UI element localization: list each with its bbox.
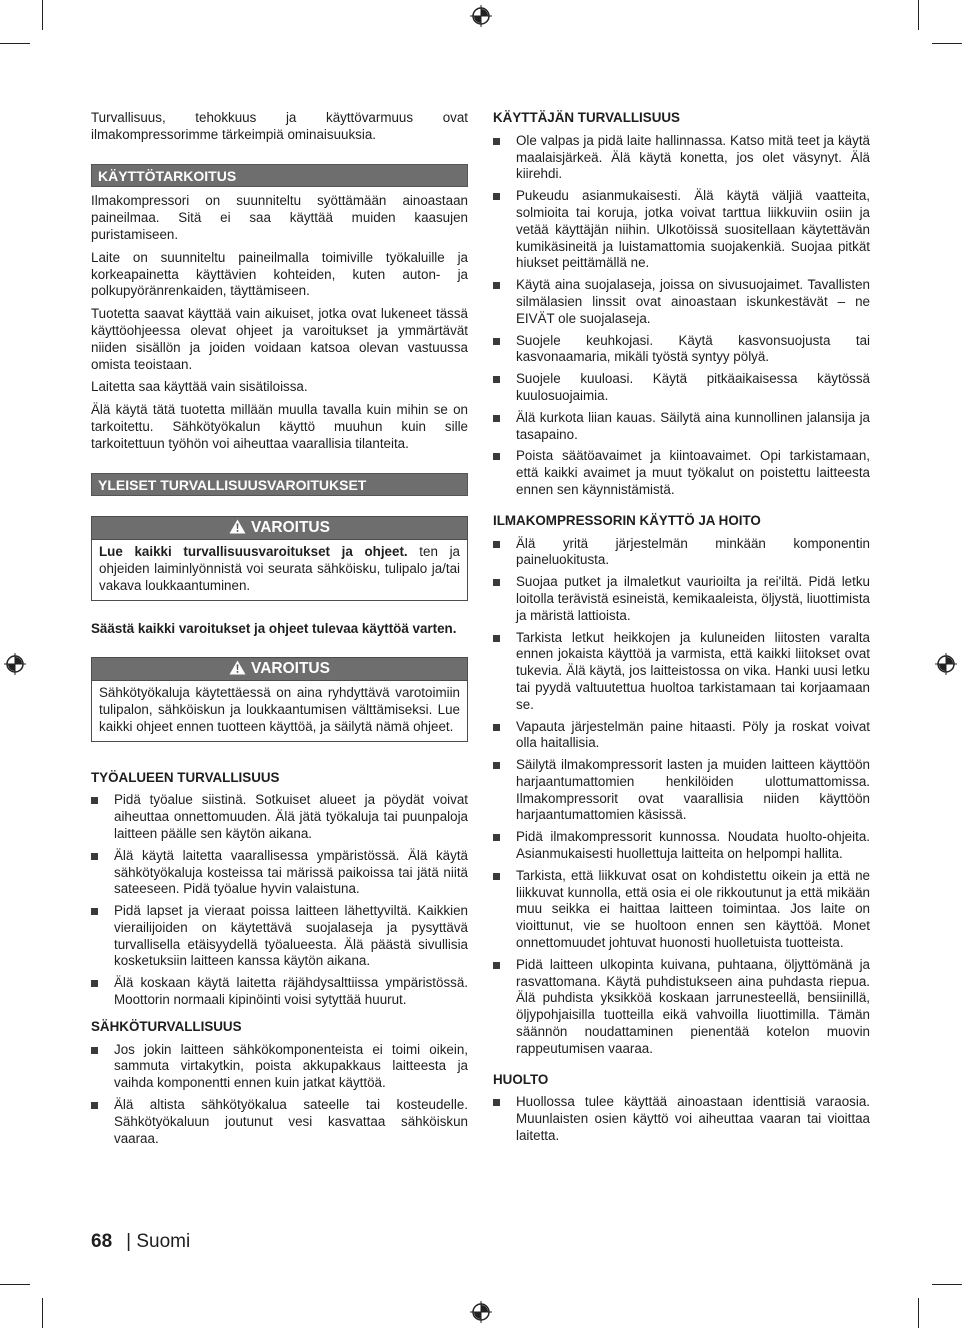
list-item: Tarkista letkut heikkojen ja kuluneiden liitosten varalta ennen jokaista käyttöä ja varmista, että kaikki liitokset ovat tukevia. Älä käytä, jos laitteistossa on vika. Hanki uusi letku tai pyydä valtuutettua huoltoa tarkistamaan tai korjaamaan se. xyxy=(493,630,870,714)
left-column xyxy=(91,110,468,1153)
crop-mark xyxy=(932,43,962,44)
subheading-operation: ILMAKOMPRESSORIN KÄYTTÖ JA HOITO xyxy=(493,512,761,528)
list-item: Pidä laitteen ulkopinta kuivana, puhtaana, öljyttömänä ja rasvattomana. Käytä puhdistukseen aina puhdasta riepua. Älä puhdista yksikköä koskaan jarrunesteellä, bensiinillä, öljypohjaisilla tuotteilla eikä vahvoilla liuottimilla. Tämän säännön noudattaminen pienentää kotelon muovin rappeutumisen vaaraa. xyxy=(493,957,870,1058)
page-footer xyxy=(91,1231,190,1253)
purpose-paragraph: Ilmakompressori on suunniteltu syöttämään ainoastaan paineilmaa. Sitä ei saa käyttää muiden kaasujen puristamiseen. xyxy=(91,193,468,242)
list-item: Käytä aina suojalaseja, joissa on sivusuojaimet. Tavallisten silmälasien linssit ovat ainoastaan iskunkestävät – ne EIVÄT ole suojalaseja. xyxy=(493,277,870,327)
warning-box xyxy=(91,657,468,741)
crop-mark xyxy=(42,1298,43,1328)
purpose-paragraph: Tuotetta saavat käyttää vain aikuiset, jotka ovat lukeneet tässä käyttöohjeessa olevat ohjeet ja varoitukset ja ymmärtävät niiden sisällön ja joiden voidaan katsoa olevan vastuussa omista teoistaan. xyxy=(91,306,468,372)
list-item: Poista säätöavaimet ja kiintoavaimet. Opi tarkistamaan, että kaikki avaimet ja muut työkalut on poistettu laitteesta ennen sen käynnistämistä. xyxy=(493,448,870,498)
warning-triangle-icon xyxy=(229,660,246,675)
purpose-paragraph: Älä käytä tätä tuotetta millään muulla tavalla kuin mihin se on tarkoitettu. Sähkötyökalun käyttö muuhun kuin sille tarkoitettuun työhön voi aiheuttaa vaarallisia tilanteita. xyxy=(91,402,468,451)
crop-mark xyxy=(932,1284,962,1285)
subheading-user-safety: KÄYTTÄJÄN TURVALLISUUS xyxy=(493,110,680,125)
operation-list xyxy=(493,536,870,1058)
list-item: Jos jokin laitteen sähkökomponenteista ei toimi oikein, sammuta virtakytkin, poista akkupakkaus laitteesta ja vaihda komponentti ennen kuin jatkat käyttöä. xyxy=(91,1042,468,1092)
list-item: Älä koskaan käytä laitetta räjähdysalttiissa ympäristössä. Moottorin normaali kipinöinti voisi sytyttää huurut. xyxy=(91,975,468,1009)
list-item: Suojele keuhkojasi. Käytä kasvonsuojusta tai kasvonaamaria, mikäli työstä syntyy pölyä. xyxy=(493,333,870,367)
list-item: Ole valpas ja pidä laite hallinnassa. Katso mitä teet ja käytä maalaisjärkeä. Älä käytä konetta, jos olet väsynyt. Älä kiirehdi. xyxy=(493,133,870,183)
intro-paragraph: Turvallisuus, tehokkuus ja käyttövarmuus ovat ilmakompressorimme tärkeimpiä ominaisuuksia. xyxy=(91,110,468,142)
page-number: 68 xyxy=(91,1231,113,1252)
service-list xyxy=(493,1094,870,1144)
warning-label: VAROITUS xyxy=(251,660,330,678)
crop-mark xyxy=(0,43,30,44)
registration-mark-icon xyxy=(935,653,957,675)
list-item: Huollossa tulee käyttää ainoastaan identtisiä varaosia. Muunlaisten osien käyttö voi aiheuttaa vaaran tai vioittaa laitetta. xyxy=(493,1094,870,1144)
list-item: Säilytä ilmakompressorit lasten ja muiden laitteen käyttöön harjaantumattomien henkilöiden ulottumattomissa. Ilmakompressorit ovat vaarallisia niiden käyttöön harjaantumattomien käsissä. xyxy=(493,757,870,824)
list-item: Suojele kuuloasi. Käytä pitkäaikaisessa käytössä kuulosuojaimia. xyxy=(493,371,870,405)
list-item: Pidä lapset ja vieraat poissa laitteen lähettyviltä. Kaikkien vierailijoiden on käytettävä suojalaseja ja pysyttävä turvallisella etäisyydellä työalueesta. Älä päästä sivullisia kosketuksiin laitteen kanssa käytön aikana. xyxy=(91,903,468,970)
warning-text: ten ja ohjeiden laiminlyönnistä voi seurata sähköisku, tulipalo ja/tai vakava loukkaantuminen. xyxy=(99,544,460,593)
warning-bold-text: Lue kaikki turvallisuusvaroitukset ja ohjeet. xyxy=(99,544,408,560)
warning-label: VAROITUS xyxy=(251,519,330,537)
registration-mark-icon xyxy=(4,653,26,675)
warning-body xyxy=(92,540,467,599)
right-column xyxy=(493,110,870,1151)
warning-header xyxy=(92,517,467,540)
footer-separator: | xyxy=(126,1231,132,1252)
electrical-list xyxy=(91,1042,468,1148)
list-item: Suojaa putket ja ilmaletkut vaurioilta ja rei'iltä. Pidä letku loitolla terävistä esineistä, kemikaaleista, öljystä, liuottimista ja märistä lattioista. xyxy=(493,574,870,624)
crop-mark xyxy=(0,1284,30,1285)
section-title-general-safety: YLEISET TURVALLISUUSVAROITUKSET xyxy=(91,473,468,497)
section-title-purpose: KÄYTTÖTARKOITUS xyxy=(91,164,468,188)
list-item: Älä yritä järjestelmän minkään komponentin paineluokitusta. xyxy=(493,536,870,570)
warning-box xyxy=(91,516,468,600)
list-item: Tarkista, että liikkuvat osat on kohdistettu oikein ja että ne liikkuvat kunnolla, että osia ei ole rikkoutunut ja että mikään muu seikka ei haittaa laitteen toimintaa. Jos laite on vioittunut, vie se huoltoon ennen sen käyttöä. Monet onnettomuudet johtuvat huonosti huolletuista tuotteista. xyxy=(493,868,870,952)
purpose-paragraph: Laite on suunniteltu paineilmalla toimiville työkaluille ja korkeapainetta käyttävien kohteiden, kuten auton- ja polkupyöränrenkaiden, täyttämiseen. xyxy=(91,249,468,299)
warning-body: Sähkötyökaluja käytettäessä on aina ryhdyttävä varotoimiin tulipalon, sähköiskun ja loukkaantumisen välttämiseksi. Lue kaikki ohjeet ennen tuotteen käyttöä, ja säilytä nämä ohjeet. xyxy=(99,685,460,734)
user-safety-list xyxy=(493,133,870,499)
subheading-work-area: TYÖALUEEN TURVALLISUUS xyxy=(91,769,280,785)
crop-mark xyxy=(918,1298,919,1328)
list-item: Vapauta järjestelmän paine hitaasti. Pöly ja roskat voivat olla haitallisia. xyxy=(493,719,870,753)
crop-mark xyxy=(42,0,43,30)
subheading-service: HUOLTO xyxy=(493,1071,549,1087)
registration-mark-icon xyxy=(470,5,492,27)
subheading-electrical: SÄHKÖTURVALLISUUS xyxy=(91,1018,242,1034)
save-instructions-note: Säästä kaikki varoitukset ja ohjeet tulevaa käyttöä varten. xyxy=(91,620,457,636)
list-item: Älä kurkota liian kauas. Säilytä aina kunnollinen jalansija ja tasapaino. xyxy=(493,410,870,444)
crop-mark xyxy=(918,0,919,30)
list-item: Pidä työalue siistinä. Sotkuiset alueet ja pöydät voivat aiheuttaa onnettomuuden. Älä jätä työkaluja tai puunpaloja laitteen päälle sen käytön aikana. xyxy=(91,792,468,842)
work-area-list xyxy=(91,792,468,1009)
footer-language: Suomi xyxy=(136,1231,191,1252)
warning-triangle-icon xyxy=(229,519,246,534)
list-item: Älä altista sähkötyökalua sateelle tai kosteudelle. Sähkötyökaluun joutunut vesi kasvattaa sähköiskun vaaraa. xyxy=(91,1097,468,1147)
registration-mark-icon xyxy=(470,1301,492,1323)
list-item: Älä käytä laitetta vaarallisessa ympäristössä. Älä käytä sähkötyökaluja kosteissa tai märissä paikoissa tai jätä niitä sateeseen. Pidä työalue hyvin valaistuna. xyxy=(91,848,468,898)
list-item: Pukeudu asianmukaisesti. Älä käytä väljiä vaatteita, solmioita tai koruja, jotka voivat tarttua liikkuviin osiin ja vetää käyttäjän niihin. Ulkotöissä suositellaan käytettävän kumikäsineitä ja luistamattomia suojakenkiä. Suojaa pitkät hiukset peittämällä ne. xyxy=(493,188,870,272)
list-item: Pidä ilmakompressorit kunnossa. Noudata huolto-ohjeita. Asianmukaisesti huollettuja laitteita on helpompi hallita. xyxy=(493,829,870,863)
warning-header xyxy=(92,658,467,681)
purpose-paragraph: Laitetta saa käyttää vain sisätiloissa. xyxy=(91,379,308,395)
